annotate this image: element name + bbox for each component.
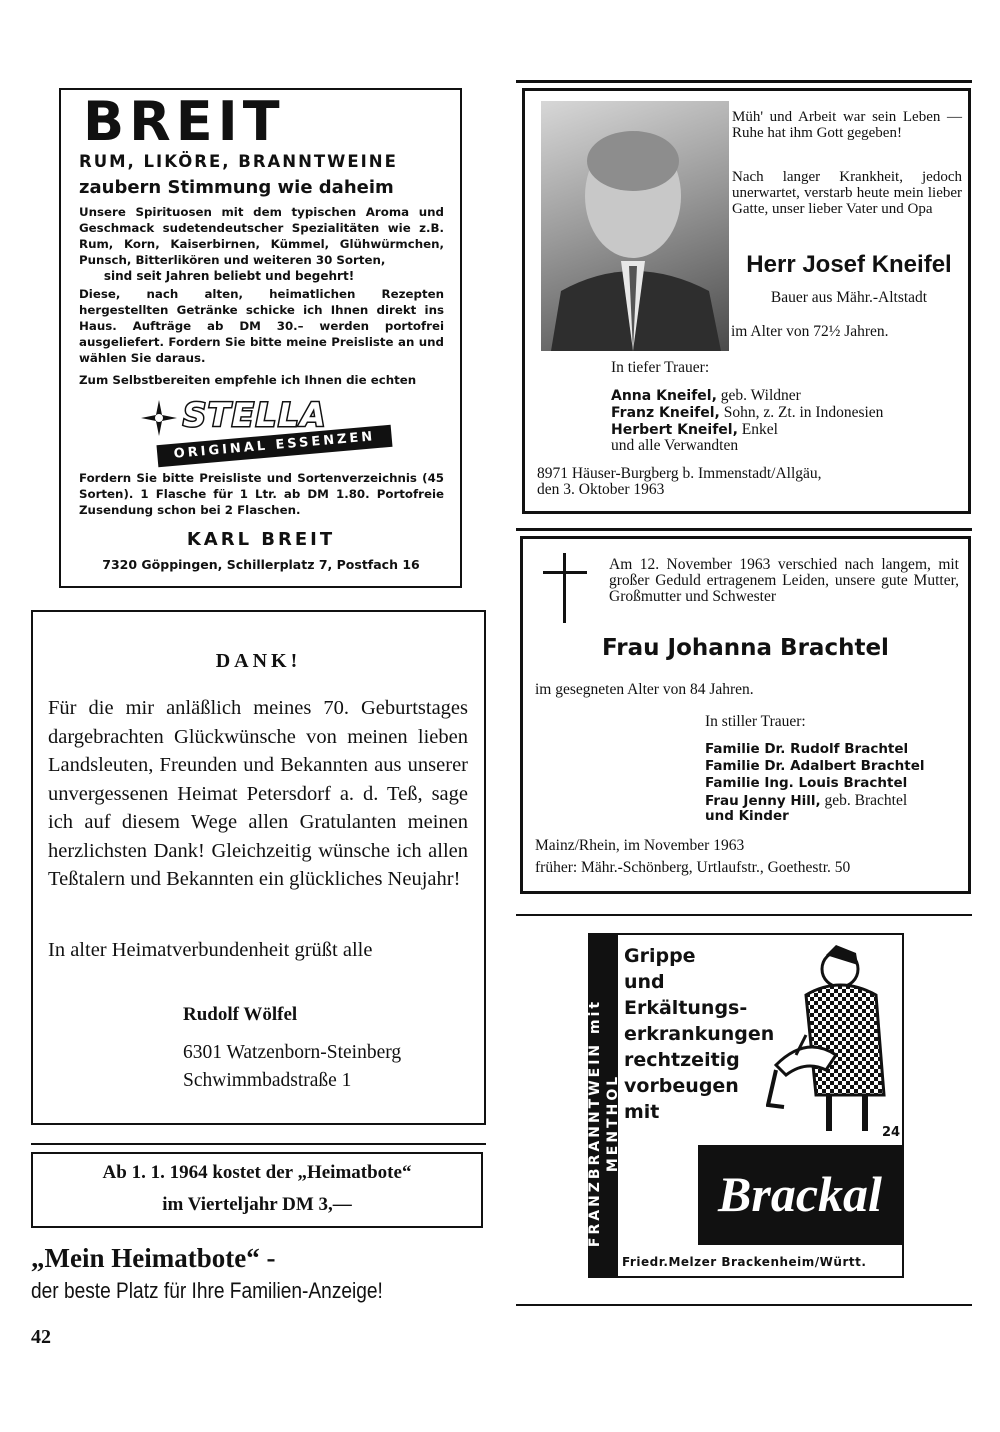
breit-address: 7320 Göppingen, Schillerplatz 7, Postfach 16 (102, 557, 420, 572)
brackal-line-1: Grippe (624, 945, 696, 967)
brackal-bottom-rule (516, 1304, 972, 1306)
brackal-line-4: erkrankungen (624, 1023, 775, 1045)
dank-address-1: 6301 Watzenborn-Steinberg (183, 1042, 402, 1063)
dank-title: DANK! (215, 650, 302, 672)
kneifel-verse: Müh' und Arbeit war sein Leben — Ruhe hat ihm Gott gegeben! (732, 109, 962, 141)
kneifel-mourner-1-name: Anna Kneifel, (611, 388, 717, 404)
breit-company: KARL BREIT (186, 529, 336, 550)
page-number: 42 (31, 1326, 51, 1348)
breit-body-4: Fordern Sie bitte Preisliste und Sortenverzeichnis (45 Sorten). 1 Flasche für 1 Ltr. ab DM 1.80. Portofreie Zusendung schon bei 2 Flaschen. (79, 471, 444, 517)
breit-body-3: Zum Selbstbereiten empfehle ich Ihnen die echten (79, 373, 417, 387)
kneifel-top-rule (516, 80, 972, 83)
brackal-line-6: vorbeugen (624, 1075, 739, 1097)
stella-logo: STELLA (183, 396, 328, 434)
notice-top-rule (31, 1143, 486, 1145)
breit-body-2: Diese, nach alten, heimatlichen Rezepten hergestellten Getränke schicke ich Ihnen direkt ins Haus. Aufträge ab DM 30.– werden portofrei ausgeliefert. Fordern Sie bitte meine Preisliste an und wählen Sie daraus. (79, 287, 444, 365)
brachtel-family-4-name: Frau Jenny Hill, (705, 793, 821, 809)
kneifel-name: Herr Josef Kneifel (746, 251, 952, 278)
brachtel-obituary (520, 536, 971, 894)
brachtel-family-5: und Kinder (705, 808, 789, 824)
brachtel-age: im gesegneten Alter von 84 Jahren. (535, 681, 754, 698)
kneifel-mourner-3-name: Herbert Kneifel, (611, 422, 738, 438)
kneifel-occupation: Bauer aus Mähr.-Altstadt (770, 289, 928, 306)
brachtel-top-rule (516, 528, 972, 531)
promo-title: „Mein Heimatbote“ - (31, 1243, 276, 1273)
brackal-line-7: mit (624, 1101, 660, 1123)
breit-logo: BREIT (83, 90, 285, 153)
kneifel-mourner-1-rest: geb. Wildner (716, 387, 801, 404)
brackal-brand: Brackal (718, 1166, 882, 1222)
notice-line-1: Ab 1. 1. 1964 kostet der „Heimatbote“ (102, 1162, 412, 1183)
brackal-top-rule (516, 914, 972, 916)
kneifel-place-1: 8971 Häuser-Burgberg b. Immenstadt/Allgäu, (537, 465, 822, 482)
brackal-line-2: und (624, 971, 665, 993)
kneifel-mourner-3-rest: Enkel (737, 421, 778, 438)
dank-closing: In alter Heimatverbundenheit grüßt alle (48, 939, 373, 961)
kneifel-mourner-4: und alle Verwandten (611, 437, 739, 454)
dank-address-2: Schwimmbadstraße 1 (183, 1070, 352, 1091)
kneifel-mourner-1 (611, 387, 801, 405)
breit-body-1: Unsere Spirituosen mit dem typischen Aroma und Geschmack sudetendeutscher Spezialitäten wie z.B. Rum, Korn, Kaiserbirnen, Kümmel, Glühwürmchen, Punsch, Bitterlikören und weiteren 30 Sorten, (79, 205, 444, 267)
brachtel-place-1: Mainz/Rhein, im November 1963 (535, 837, 745, 854)
sick-man-illustration (766, 945, 900, 1133)
kneifel-age: im Alter von 72½ Jahren. (731, 323, 889, 340)
brachtel-intro: Am 12. November 1963 verschied nach langem, mit großer Geduld ertragenem Leiden, unsere gute Mutter, Großmutter und Schwester (609, 556, 959, 605)
kneifel-intro: Nach langer Krankheit, jedoch unerwartet, verstarb heute mein lieber Gatte, unser lieber Vater und Opa (732, 169, 962, 217)
brachtel-mourning-label: In stiller Trauer: (705, 713, 806, 730)
portrait-photo (541, 101, 729, 351)
breit-tagline-mood: zaubern Stimmung wie daheim (79, 177, 394, 198)
breit-highlight: sind seit Jahren beliebt und begehrt! (103, 269, 355, 283)
brachtel-family-2: Familie Dr. Adalbert Brachtel (705, 758, 925, 774)
breit-tagline-products: RUM, LIKÖRE, BRANNTWEINE (79, 152, 398, 171)
kneifel-mourner-2-rest: Sohn, z. Zt. in Indonesien (719, 404, 884, 421)
dank-signature-name: Rudolf Wölfel (183, 1004, 298, 1025)
brackal-number: 24 (882, 1125, 901, 1140)
brackal-line-3: Erkältungs- (624, 997, 748, 1019)
dank-body: Für die mir anläßlich meines 70. Geburtstages dargebrachten Glückwünsche von meinen lieben Landsleuten, Freunden und Bekannten aus unserer unvergessenen Heimat Petersdorf a. d. Teß, sage ich auf diesem Wege allen Gratulanten meinen herzlichsten Dank! Gleichzeitig wünsche ich allen Teßtalern und Bekannten ein glückliches Neujahr! (48, 697, 468, 890)
breit-ad (59, 88, 462, 588)
brackal-side-text: FRANZBRANNTWEIN mit MENTHOL (587, 998, 621, 1248)
brachtel-family-4-rest: geb. Brachtel (820, 792, 908, 809)
brachtel-family-3: Familie Ing. Louis Brachtel (705, 775, 908, 791)
cross-icon (543, 553, 587, 623)
kneifel-mourner-2 (611, 404, 883, 422)
brackal-ad (588, 933, 904, 1278)
brackal-maker: Friedr.Melzer Brackenheim/Württ. (622, 1255, 867, 1269)
notice-line-2: im Vierteljahr DM 3,— (162, 1194, 352, 1215)
kneifel-obituary (522, 88, 971, 514)
kneifel-mourner-2-name: Franz Kneifel, (611, 405, 720, 421)
brachtel-place-2: früher: Mähr.-Schönberg, Urtlaufstr., Goethestr. 50 (535, 859, 851, 876)
brackal-brand-panel (698, 1145, 902, 1245)
brachtel-name: Frau Johanna Brachtel (602, 635, 889, 661)
promo-subtitle: der beste Platz für Ihre Familien-Anzeige! (31, 1278, 383, 1303)
kneifel-place-2: den 3. Oktober 1963 (537, 481, 665, 498)
brachtel-family-1: Familie Dr. Rudolf Brachtel (705, 741, 909, 757)
dank-box (31, 610, 486, 1125)
star-icon (139, 398, 179, 438)
stella-subtitle: ORIGINAL ESSENZEN (156, 425, 392, 467)
notice-box (31, 1152, 483, 1228)
brackal-line-5: rechtzeitig (624, 1049, 740, 1071)
kneifel-mourning-label: In tiefer Trauer: (611, 359, 710, 376)
